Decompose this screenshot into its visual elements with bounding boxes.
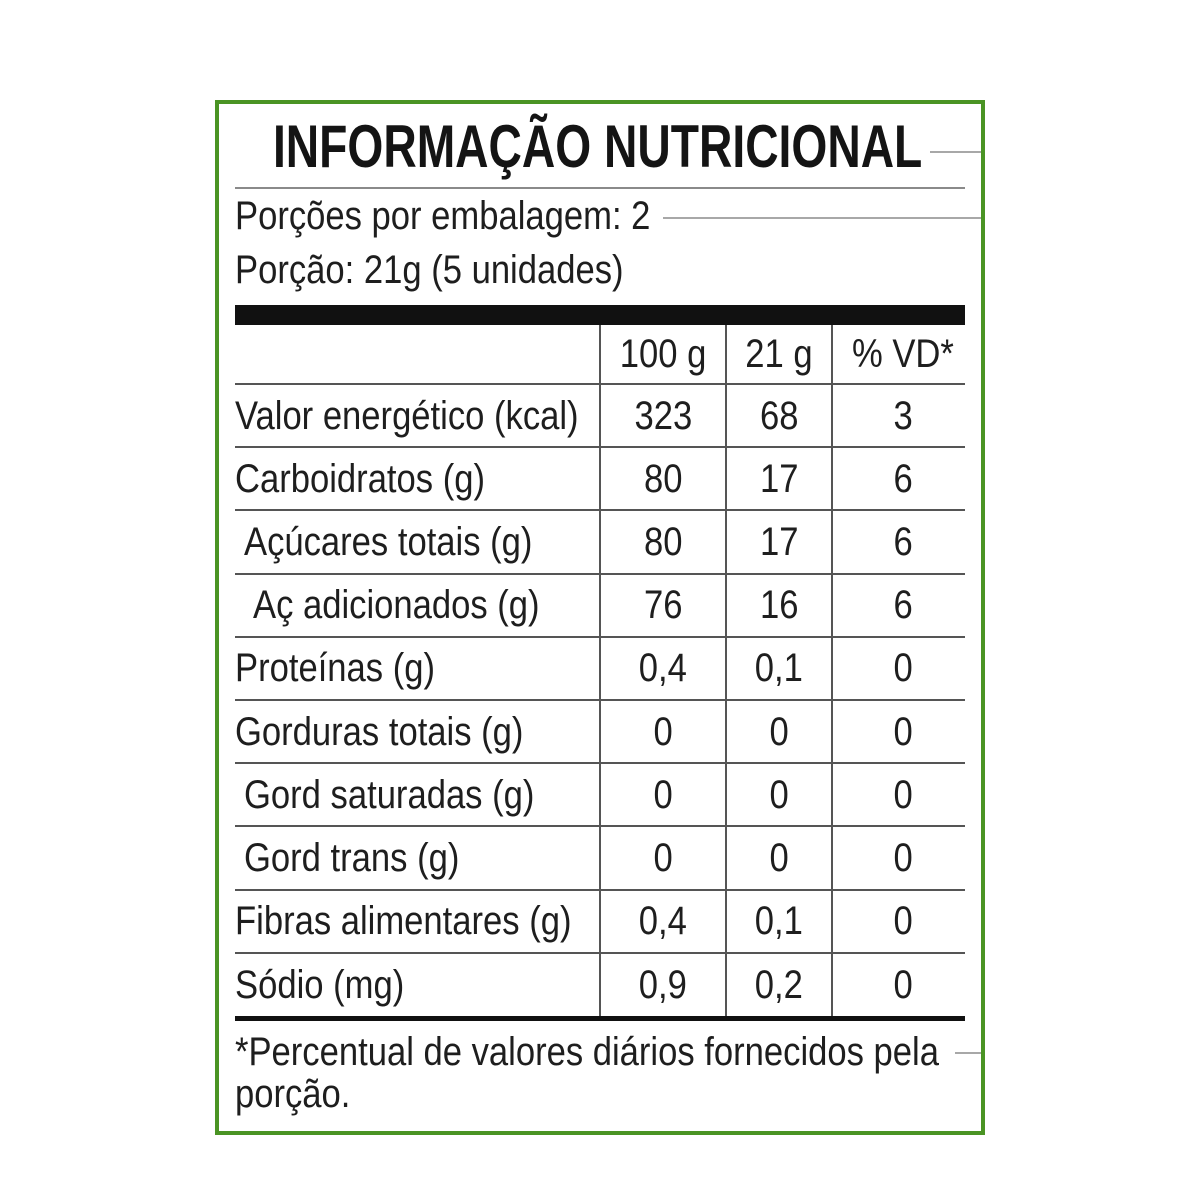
- value-per-serving: 17: [759, 456, 799, 501]
- per-100g-cell: [601, 891, 727, 954]
- nutrient-name: Fibras alimentares (g): [235, 899, 572, 944]
- header-cell-per-serving: [727, 325, 833, 385]
- value-per-100g: 0: [653, 709, 673, 754]
- header-cell-daily-value: [833, 325, 965, 385]
- value-daily-percent: 6: [893, 519, 913, 564]
- table-row-saturated-fat: [235, 764, 965, 827]
- value-daily-percent: 0: [893, 899, 913, 944]
- value-per-serving: 68: [759, 393, 799, 438]
- daily-value-footnote: *Percentual de valores diários fornecidos pela porção.: [235, 1030, 939, 1116]
- table-top-thick-bar: [235, 305, 965, 325]
- daily-value-cell: [833, 954, 965, 1017]
- value-daily-percent: 0: [893, 646, 913, 691]
- nutrient-name: Proteínas (g): [235, 646, 436, 691]
- footnote-leader-line: [955, 1052, 981, 1054]
- title-divider: [235, 187, 965, 189]
- nutrient-cell: [235, 638, 601, 701]
- value-daily-percent: 3: [893, 393, 913, 438]
- nutrient-cell: [235, 891, 601, 954]
- value-per-100g: 80: [643, 456, 683, 501]
- table-row-added-sugars: [235, 575, 965, 638]
- table-row-sodium: [235, 954, 965, 1017]
- per-serving-cell: [727, 827, 833, 890]
- per-100g-cell: [601, 764, 727, 827]
- value-per-serving: 0: [769, 772, 789, 817]
- value-per-100g: 0,4: [638, 646, 688, 691]
- nutrient-name: Sódio (mg): [235, 963, 405, 1008]
- daily-value-cell: [833, 575, 965, 638]
- value-per-serving: 0,2: [754, 963, 804, 1008]
- value-daily-percent: 0: [893, 709, 913, 754]
- servings-per-package: Porções por embalagem: 2: [235, 194, 651, 238]
- table-row-protein: [235, 638, 965, 701]
- nutrient-name: Açúcares totais (g): [244, 519, 533, 564]
- header-label-daily-value: % VD*: [852, 332, 954, 376]
- daily-value-cell: [833, 827, 965, 890]
- per-100g-cell: [601, 827, 727, 890]
- value-per-100g: 76: [643, 583, 683, 628]
- value-per-serving: 0,1: [754, 646, 804, 691]
- header-cell-per-100g: [601, 325, 727, 385]
- daily-value-cell: [833, 891, 965, 954]
- value-daily-percent: 0: [893, 835, 913, 880]
- label-title-text: INFORMAÇÃO NUTRICIONAL: [273, 113, 923, 180]
- value-per-100g: 0: [653, 835, 673, 880]
- nutrient-cell: [235, 764, 601, 827]
- daily-value-cell: [833, 511, 965, 574]
- nutrient-cell: [235, 511, 601, 574]
- daily-value-cell: [833, 701, 965, 764]
- per-serving-cell: [727, 511, 833, 574]
- nutrient-cell: [235, 385, 601, 448]
- per-100g-cell: [601, 448, 727, 511]
- value-per-serving: 0,1: [754, 899, 804, 944]
- nutrient-cell: [235, 575, 601, 638]
- serving-size: Porção: 21g (5 unidades): [235, 248, 624, 292]
- header-label-per-100g: 100 g: [619, 332, 707, 376]
- servings-leader-line: [663, 217, 981, 219]
- daily-value-cell: [833, 448, 965, 511]
- value-daily-percent: 6: [893, 583, 913, 628]
- nutrient-name: Carboidratos (g): [235, 456, 485, 501]
- table-row-total-fat: [235, 701, 965, 764]
- per-100g-cell: [601, 701, 727, 764]
- value-daily-percent: 0: [893, 772, 913, 817]
- value-per-100g: 80: [643, 519, 683, 564]
- nutrient-name: Aç adicionados (g): [253, 583, 540, 628]
- header-label-per-serving: 21 g: [745, 332, 813, 376]
- value-per-serving: 16: [759, 583, 799, 628]
- nutrient-cell: [235, 448, 601, 511]
- nutrient-name: Gord trans (g): [244, 835, 460, 880]
- per-serving-cell: [727, 385, 833, 448]
- nutrient-name: Gord saturadas (g): [244, 772, 535, 817]
- per-100g-cell: [601, 954, 727, 1017]
- nutrient-cell: [235, 954, 601, 1017]
- value-per-100g: 0,4: [638, 899, 688, 944]
- daily-value-cell: [833, 385, 965, 448]
- per-serving-cell: [727, 701, 833, 764]
- nutrient-name: Valor energético (kcal): [235, 393, 579, 438]
- per-100g-cell: [601, 575, 727, 638]
- table-header-row: [235, 325, 965, 385]
- per-serving-cell: [727, 891, 833, 954]
- per-100g-cell: [601, 511, 727, 574]
- daily-value-cell: [833, 764, 965, 827]
- per-100g-cell: [601, 385, 727, 448]
- value-daily-percent: 0: [893, 963, 913, 1008]
- table-row-total-sugars: [235, 511, 965, 574]
- nutrient-cell: [235, 827, 601, 890]
- per-serving-cell: [727, 954, 833, 1017]
- per-100g-cell: [601, 638, 727, 701]
- value-per-100g: 0: [653, 772, 673, 817]
- header-cell-nutrient: [235, 325, 601, 385]
- label-title: [233, 113, 963, 180]
- title-leader-line: [930, 151, 981, 153]
- value-per-serving: 17: [759, 519, 799, 564]
- nutrient-name: Gorduras totais (g): [235, 709, 524, 754]
- value-per-serving: 0: [769, 709, 789, 754]
- value-per-100g: 0,9: [638, 963, 688, 1008]
- value-per-serving: 0: [769, 835, 789, 880]
- value-per-100g: 323: [634, 393, 692, 438]
- table-row-energy: [235, 385, 965, 448]
- daily-value-cell: [833, 638, 965, 701]
- per-serving-cell: [727, 575, 833, 638]
- value-daily-percent: 6: [893, 456, 913, 501]
- per-serving-cell: [727, 638, 833, 701]
- table-row-dietary-fiber: [235, 891, 965, 954]
- nutrient-cell: [235, 701, 601, 764]
- table-row-trans-fat: [235, 827, 965, 890]
- per-serving-cell: [727, 764, 833, 827]
- nutrition-table: [235, 325, 965, 1017]
- table-bottom-thick-bar: [235, 1016, 965, 1021]
- table-row-carbohydrates: [235, 448, 965, 511]
- per-serving-cell: [727, 448, 833, 511]
